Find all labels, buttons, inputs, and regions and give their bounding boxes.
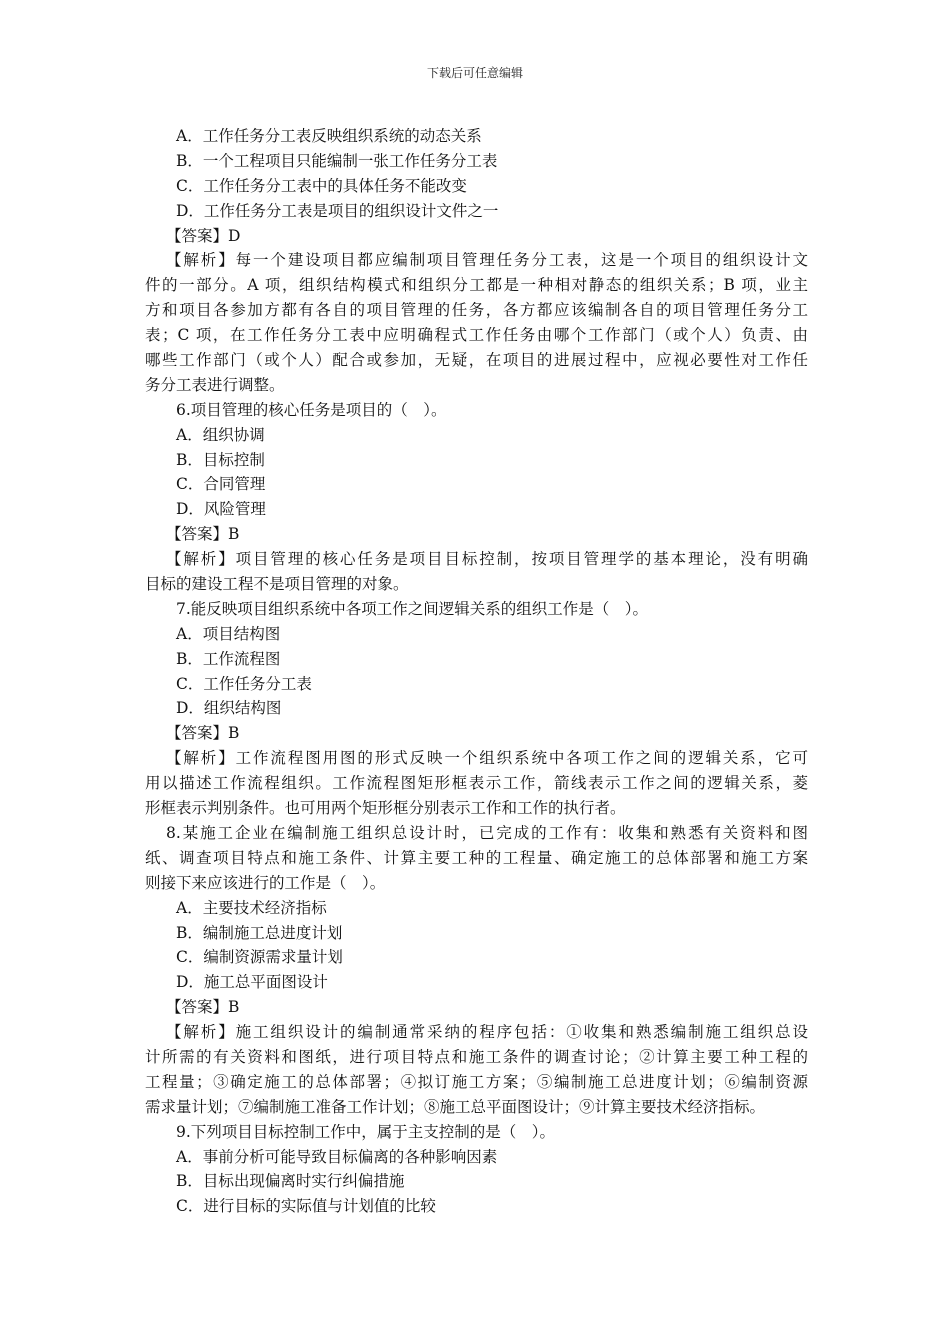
text-line: 【解析】工作流程图用图的形式反映一个组织系统中各项工作之间的逻辑关系，它可: [166, 749, 808, 768]
document-body: [145, 124, 808, 1219]
text-line: 6.项目管理的核心任务是项目的（ ）。: [176, 400, 447, 419]
text-line: 【答案】D: [166, 226, 241, 245]
text-line: D．风险管理: [176, 500, 266, 519]
text-line: 计所需的有关资料和图纸，进行项目特点和施工条件的调查讨论；②计算主要工种工程的: [145, 1047, 808, 1066]
text-line: 用以描述工作流程组织。工作流程图矩形框表示工作，箭线表示工作之间的逻辑关系，菱: [145, 774, 808, 793]
text-line: 8.某施工企业在编制施工组织总设计时，已完成的工作有：收集和熟悉有关资料和图: [166, 823, 808, 842]
page-header: 下载后可任意编辑: [426, 66, 523, 80]
text-line: 表；C 项，在工作任务分工表中应明确程式工作任务由哪个工作部门（或个人）负责、由: [145, 326, 808, 345]
text-line: A．项目结构图: [176, 624, 281, 643]
text-line: A．组织协调: [176, 425, 265, 444]
text-line: C．工作任务分工表: [176, 674, 312, 693]
text-line: 务分工表进行调整。: [145, 375, 285, 394]
text-line: 工程量；③确定施工的总体部署；④拟订施工方案；⑤编制施工总进度计划；⑥编制资源: [145, 1072, 808, 1091]
text-line: B．一个工程项目只能编制一张工作任务分工表: [176, 151, 498, 170]
text-line: 目标的建设工程不是项目管理的对象。: [145, 575, 409, 594]
text-line: D．工作任务分工表是项目的组织设计文件之一: [176, 201, 499, 220]
text-line: A．工作任务分工表反映组织系统的动态关系: [176, 127, 482, 145]
text-line: 7.能反映项目组织系统中各项工作之间逻辑关系的组织工作是（ ）。: [176, 599, 649, 618]
text-line: B．目标控制: [176, 450, 265, 469]
text-line: 【解析】项目管理的核心任务是项目目标控制，按项目管理学的基本理论，没有明确: [166, 550, 808, 569]
text-line: C．编制资源需求量计划: [176, 948, 343, 967]
text-line: 【答案】B: [166, 998, 240, 1017]
text-line: 方和项目各参加方都有各自的项目管理的任务，各方都应该编制各自的项目管理任务分工: [145, 301, 808, 320]
text-line: C．进行目标的实际值与计划值的比较: [176, 1197, 436, 1216]
text-line: D．施工总平面图设计: [176, 973, 328, 992]
text-line: 则接下来应该进行的工作是（ ）。: [145, 873, 386, 892]
text-line: 9.下列项目目标控制工作中，属于主支控制的是（ ）。: [176, 1122, 556, 1141]
text-line: 【答案】B: [166, 724, 240, 743]
text-line: 需求量计划；⑦编制施工准备工作计划；⑧施工总平面图设计；⑨计算主要技术经济指标。: [145, 1097, 766, 1116]
text-line: 【答案】B: [166, 525, 240, 544]
text-line: 件的一部分。A 项，组织结构模式和组织分工都是一种相对静态的组织关系；B 项，业主: [145, 276, 808, 295]
text-line: A．主要技术经济指标: [176, 898, 327, 917]
text-line: A．事前分析可能导致目标偏离的各种影响因素: [176, 1147, 498, 1166]
text-line: C．工作任务分工表中的具体任务不能改变: [176, 176, 467, 195]
text-line: B．目标出现偏离时实行纠偏措施: [176, 1172, 405, 1191]
text-line: 形框表示判别条件。也可用两个矩形框分别表示工作和工作的执行者。: [145, 799, 626, 818]
text-line: 【解析】每一个建设项目都应编制项目管理任务分工表，这是一个项目的组织设计文: [166, 251, 808, 270]
text-line: 哪些工作部门（或个人）配合或参加，无疑，在项目的进展过程中，应视必要性对工作任: [145, 351, 808, 370]
text-line: B．工作流程图: [176, 649, 281, 668]
text-line: B．编制施工总进度计划: [176, 923, 343, 942]
text-line: 【解析】施工组织设计的编制通常采纳的程序包括：①收集和熟悉编制施工组织总设: [166, 1023, 808, 1042]
text-line: D．组织结构图: [176, 699, 282, 718]
text-line: C．合同管理: [176, 475, 266, 494]
text-line: 纸、调查项目特点和施工条件、计算主要工种的工程量、确定施工的总体部署和施工方案: [145, 848, 808, 867]
